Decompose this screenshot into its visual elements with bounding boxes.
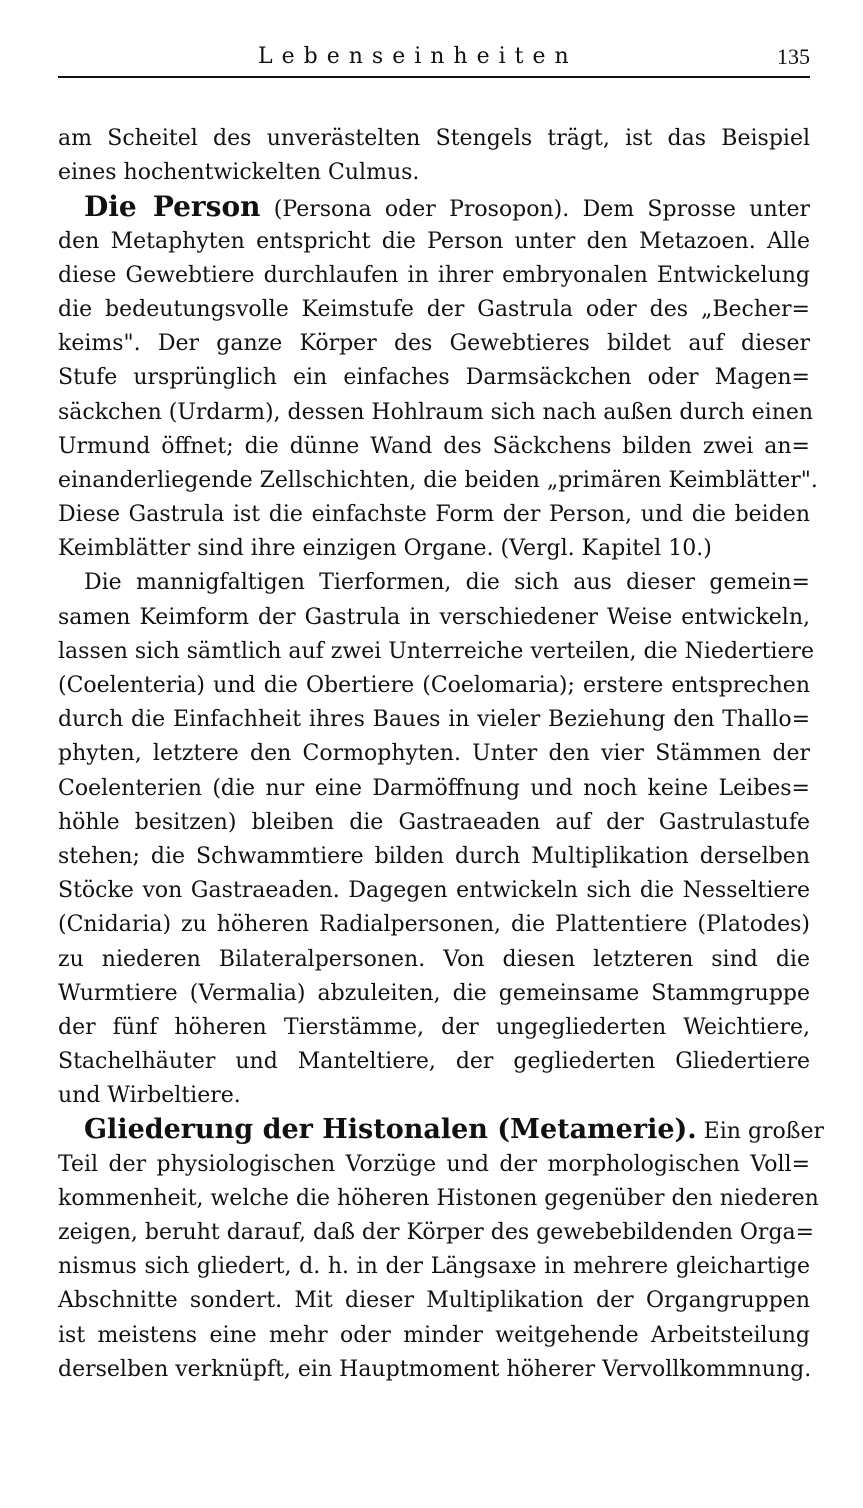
text-line: Stufe ursprünglich ein einfaches Darmsäckchen oder Magen= xyxy=(58,365,810,391)
text-line: einanderliegende Zellschichten, die beiden „primären Keimblätter". xyxy=(58,467,818,493)
text-line: zeigen, beruht darauf, daß der Körper des gewebebildenden Orga= xyxy=(58,1220,815,1245)
text-line: durch die Einfachheit ihres Baues in vieler Beziehung den Thallo= xyxy=(58,707,810,733)
text-line: und Wirbeltiere. xyxy=(58,1083,241,1109)
text-line: Urmund öffnet; die dünne Wand des Säckchens bilden zwei an= xyxy=(58,433,810,459)
text-line: (Coelenteria) und die Obertiere (Coelomaria); erstere entsprechen xyxy=(58,673,810,698)
text-line: keims". Der ganze Körper des Gewebtieres bildet auf dieser xyxy=(58,331,810,357)
section-heading-person: Die Person xyxy=(84,190,261,224)
text-line: Abschnitte sondert. Mit dieser Multiplikation der Organgruppen xyxy=(58,1288,810,1314)
text-line: derselben verknüpft, ein Hauptmoment höherer Vervollkommnung. xyxy=(58,1356,812,1382)
text-line: Diese Gastrula ist die einfachste Form der Person, und die beiden xyxy=(58,502,810,528)
text-line: Wurmtiere (Vermalia) abzuleiten, die gemeinsame Stammgruppe xyxy=(58,980,810,1006)
text-line: phyten, letztere den Cormophyten. Unter den vier Stämmen der xyxy=(58,741,810,767)
text-line: Coelenterien (die nur eine Darmöffnung und noch keine Leibes= xyxy=(58,775,810,801)
book-page xyxy=(58,40,825,1387)
text-line: am Scheitel des unverästelten Stengels trägt, ist das Beispiel xyxy=(58,126,810,151)
heading-line-rest: Ein großer xyxy=(696,1119,825,1145)
text-line: den Metaphyten entspricht die Person unter den Metazoen. Alle xyxy=(58,228,810,254)
page-header xyxy=(58,40,810,78)
text-line: eines hochentwickelten Culmus. xyxy=(58,160,420,186)
text-line: diese Gewebtiere durchlaufen in ihrer embryonalen Entwickelung xyxy=(58,262,810,288)
body-text xyxy=(58,122,825,1387)
text-line: die bedeutungsvolle Keimstufe der Gastrula oder des „Becher= xyxy=(58,296,810,322)
text-line: lassen sich sämtlich auf zwei Unterreiche verteilen, die Niedertiere xyxy=(58,638,815,664)
text-line: Stöcke von Gastraeaden. Dagegen entwickeln sich die Nesseltiere xyxy=(58,878,810,904)
page-number: 135 xyxy=(777,44,810,69)
heading-line-rest: (Persona oder Prosopon). Dem Sprosse unter xyxy=(260,197,810,223)
running-title: Lebenseinheiten xyxy=(258,44,578,69)
text-line: kommenheit, welche die höheren Histonen gegenüber den niederen xyxy=(58,1185,819,1211)
text-line: zu niederen Bilateralpersonen. Von diesen letzteren sind die xyxy=(58,946,810,972)
text-line: Keimblätter sind ihre einzigen Organe. (Vergl. Kapitel 10.) xyxy=(58,536,712,562)
text-line xyxy=(58,190,810,224)
text-line: ist meistens eine mehr oder minder weitgehende Arbeitsteilung xyxy=(58,1322,810,1348)
section-heading-gliederung: Gliederung der Histonalen (Metamerie). xyxy=(84,1114,697,1146)
text-line: stehen; die Schwammtiere bilden durch Multiplikation derselben xyxy=(58,843,810,869)
text-line: samen Keimform der Gastrula in verschiedener Weise entwickeln, xyxy=(58,604,810,630)
text-line: Die mannigfaltigen Tierformen, die sich aus dieser gemein= xyxy=(84,570,810,596)
text-line: nismus sich gliedert, d. h. in der Längsaxe in mehrere gleichartige xyxy=(58,1254,810,1280)
text-line: Stachelhäuter und Manteltiere, der gegliederten Gliedertiere xyxy=(58,1049,810,1075)
text-line: (Cnidaria) zu höheren Radialpersonen, die Plattentiere (Platodes) xyxy=(58,912,810,938)
text-line: der fünf höheren Tierstämme, der ungegliederten Weichtiere, xyxy=(58,1014,810,1040)
text-line: höhle besitzen) bleiben die Gastraeaden auf der Gastrulastufe xyxy=(58,809,810,835)
text-line: Teil der physiologischen Vorzüge und der morphologischen Voll= xyxy=(58,1151,810,1177)
text-line: säckchen (Urdarm), dessen Hohlraum sich nach außen durch einen xyxy=(58,399,814,425)
text-line xyxy=(58,1113,825,1147)
